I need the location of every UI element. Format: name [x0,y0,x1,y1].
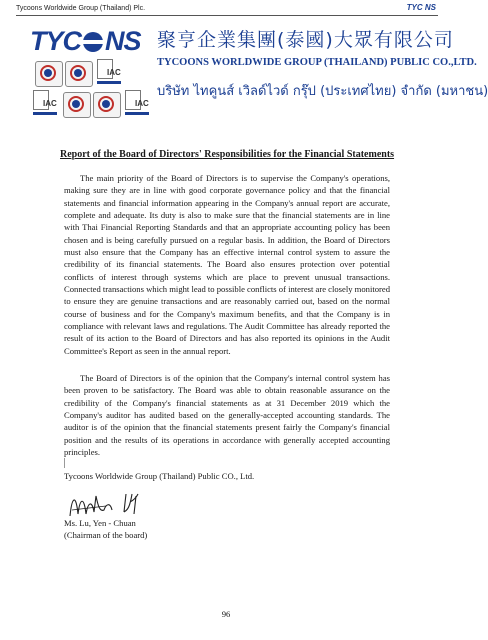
logo-text-right: NS [105,26,141,56]
report-title: Report of the Board of Directors' Responsibilities for the Financial Statements [60,149,395,160]
paragraph-text: The main priority of the Board of Directors is to supervise the Company's operations, making sure they are in line with good corporate governance policy and that the financial statements and financial information appearing in the Company's annual report are accurate, complete and adequate. Its duty is also to make sure that the financial statements are in line with Thai Financial Reporting Standards and that an appropriate accounting policy has been chosen and is being carefully pursued on a regular basis. In addition, the Board of Directors must also ensure that the Company has an effective internal control system to assure the credibility of its financial statements. The Board also ensures protection over potential conflicts of interest through systems which are place to prevent unusual transactions. Connected transactions which might lead to possible conflicts of interest are closely monitored to ensure they are genuine transactions and are reasonably carried out, based on the normal course of business and for the Company's maximum benefits, and that the Company is in compliance with relevant laws and regulations. The Audit Committee has already reported the result of its action to the Board of Directors and has also reported its opinions in the Audit Committee's Report as seen in the annual report. [64,173,391,356]
page-number: 96 [221,609,231,619]
company-logo [30,26,150,56]
company-name-chinese: 聚亨企業集團(泰國)大眾有限公司 [157,29,454,51]
iac-mark-icon: IAC [97,59,121,85]
iac-mark-icon: IAC [33,90,57,116]
certification-badge-icon [65,61,93,87]
running-header-logo: TYC NS [406,3,436,12]
certification-row-2 [33,90,153,120]
logo-text-left: TYC [30,26,81,56]
running-header [16,3,436,15]
running-header-company: Tycoons Worldwide Group (Thailand) Plc. [16,5,146,12]
certification-badge-icon [35,61,63,87]
company-name-thai: บริษัท ไทคูนส์ เวิลด์ไวด์ กรุ๊ป (ประเทศไทย) จำกัด (มหาชน) [157,84,488,99]
certification-row-1 [33,59,153,89]
certification-badge-icon [63,92,91,118]
logo-globe-icon [83,32,103,52]
margin-mark [64,458,65,468]
company-name-english: TYCOONS WORLDWIDE GROUP (THAILAND) PUBLIC CO.,LTD. [157,57,477,68]
header-rule [16,15,438,16]
paragraph-text: The Board of Directors is of the opinion that the Company's internal control system has been proven to be satisfactory. The Board was able to obtain reasonable assurance on the credibility of the Company's financial statements as at 31 December 2019 which the Company's auditor has audited based on the generally-accepted accounting standards. The auditor is of the opinion that the financial statements present fairly the Company's financial position and the results of its operations in accordance with generally accepted accounting principles. [64,373,390,458]
body-paragraph-1 [64,172,390,357]
signer-name: Ms. Lu, Yen - Chuan [64,518,136,528]
signer-title: (Chairman of the board) [64,530,148,540]
signoff-company: Tycoons Worldwide Group (Thailand) Public CO., Ltd. [64,471,255,481]
certification-badge-icon [93,92,121,118]
body-paragraph-2 [64,372,390,458]
iac-mark-icon: IAC [125,90,149,116]
